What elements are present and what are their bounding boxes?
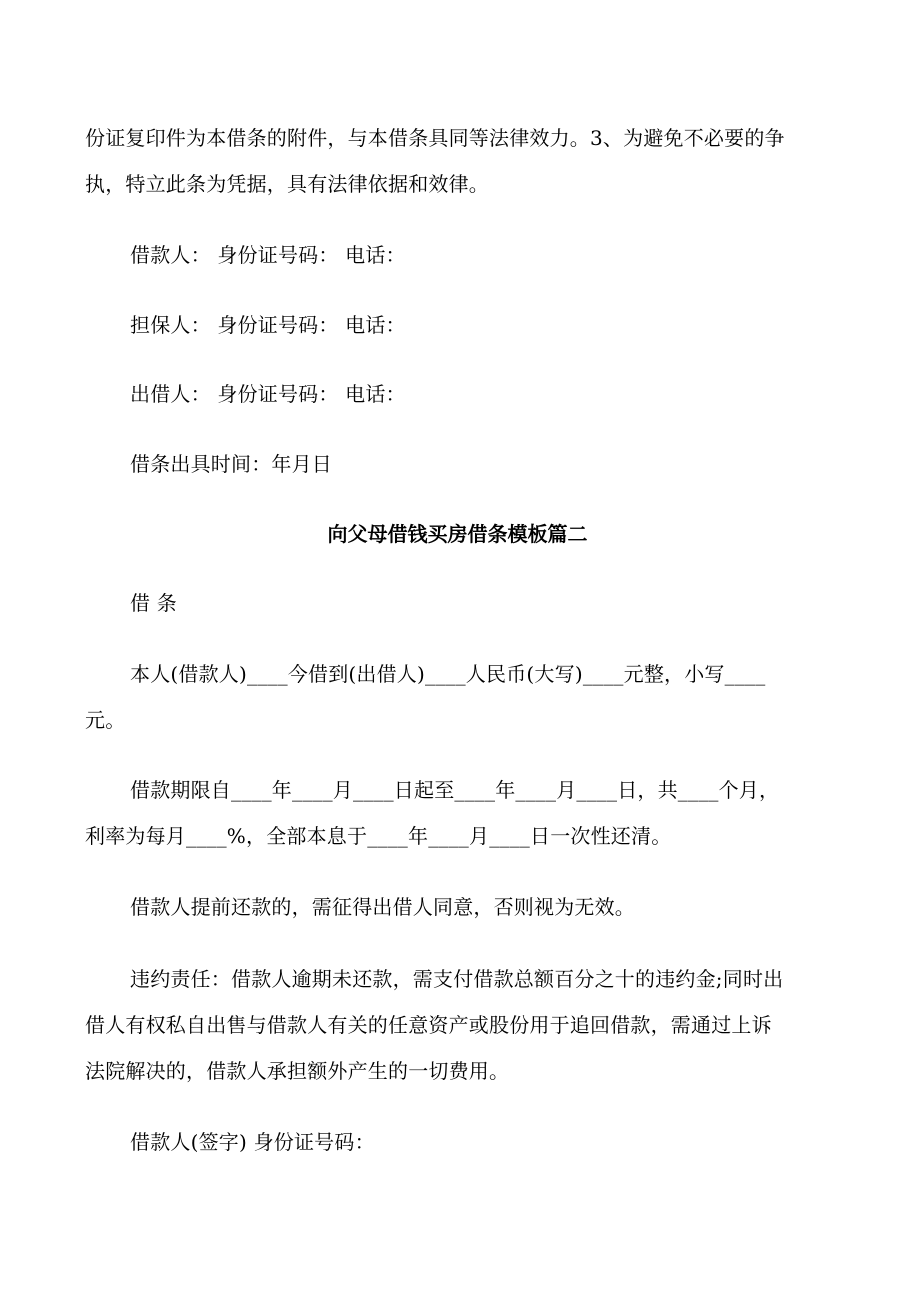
paragraph-line: 法院解决的，借款人承担额外产生的一切费用。 [85, 1059, 510, 1083]
borrower-info-line: 借款人： 身份证号码： 电话： [130, 243, 406, 267]
paragraph-breach-liability [85, 956, 830, 1094]
paragraph-line: 元。 [85, 708, 126, 732]
paragraph-attachment-clause [85, 115, 830, 207]
paragraph-loan-amount [85, 651, 830, 743]
paragraph-early-repayment: 借款人提前还款的，需征得出借人同意，否则视为无效。 [130, 895, 635, 919]
issue-date-line: 借条出具时间：年月日 [130, 452, 332, 476]
paragraph-line: 借人有权私自出售与借款人有关的任意资产或股份用于追回借款，需通过上诉 [85, 1013, 772, 1037]
paragraph-line: 本人(借款人)____今借到(出借人)____人民币(大写)____元整，小写____ [130, 662, 766, 686]
paragraph-line: 利率为每月____%，全部本息于____年____月____日一次性还清。 [85, 824, 672, 848]
document-subtitle: 借 条 [130, 591, 177, 615]
paragraph-line: 执，特立此条为凭据，具有法律依据和效律。 [85, 172, 489, 196]
paragraph-loan-term [85, 767, 830, 859]
paragraph-line: 违约责任：借款人逾期未还款，需支付借款总额百分之十的违约金;同时出 [130, 967, 784, 991]
signature-line: 借款人(签字) 身份证号码： [130, 1130, 375, 1154]
guarantor-info-line: 担保人： 身份证号码： 电话： [130, 313, 406, 337]
paragraph-line: 份证复印件为本借条的附件，与本借条具同等法律效力。3、为避免不必要的争 [85, 126, 785, 150]
section-heading: 向父母借钱买房借条模板篇二 [327, 522, 588, 546]
paragraph-line: 借款期限自____年____月____日起至____年____月____日，共____个月， [130, 778, 780, 802]
lender-info-line: 出借人： 身份证号码： 电话： [130, 382, 406, 406]
